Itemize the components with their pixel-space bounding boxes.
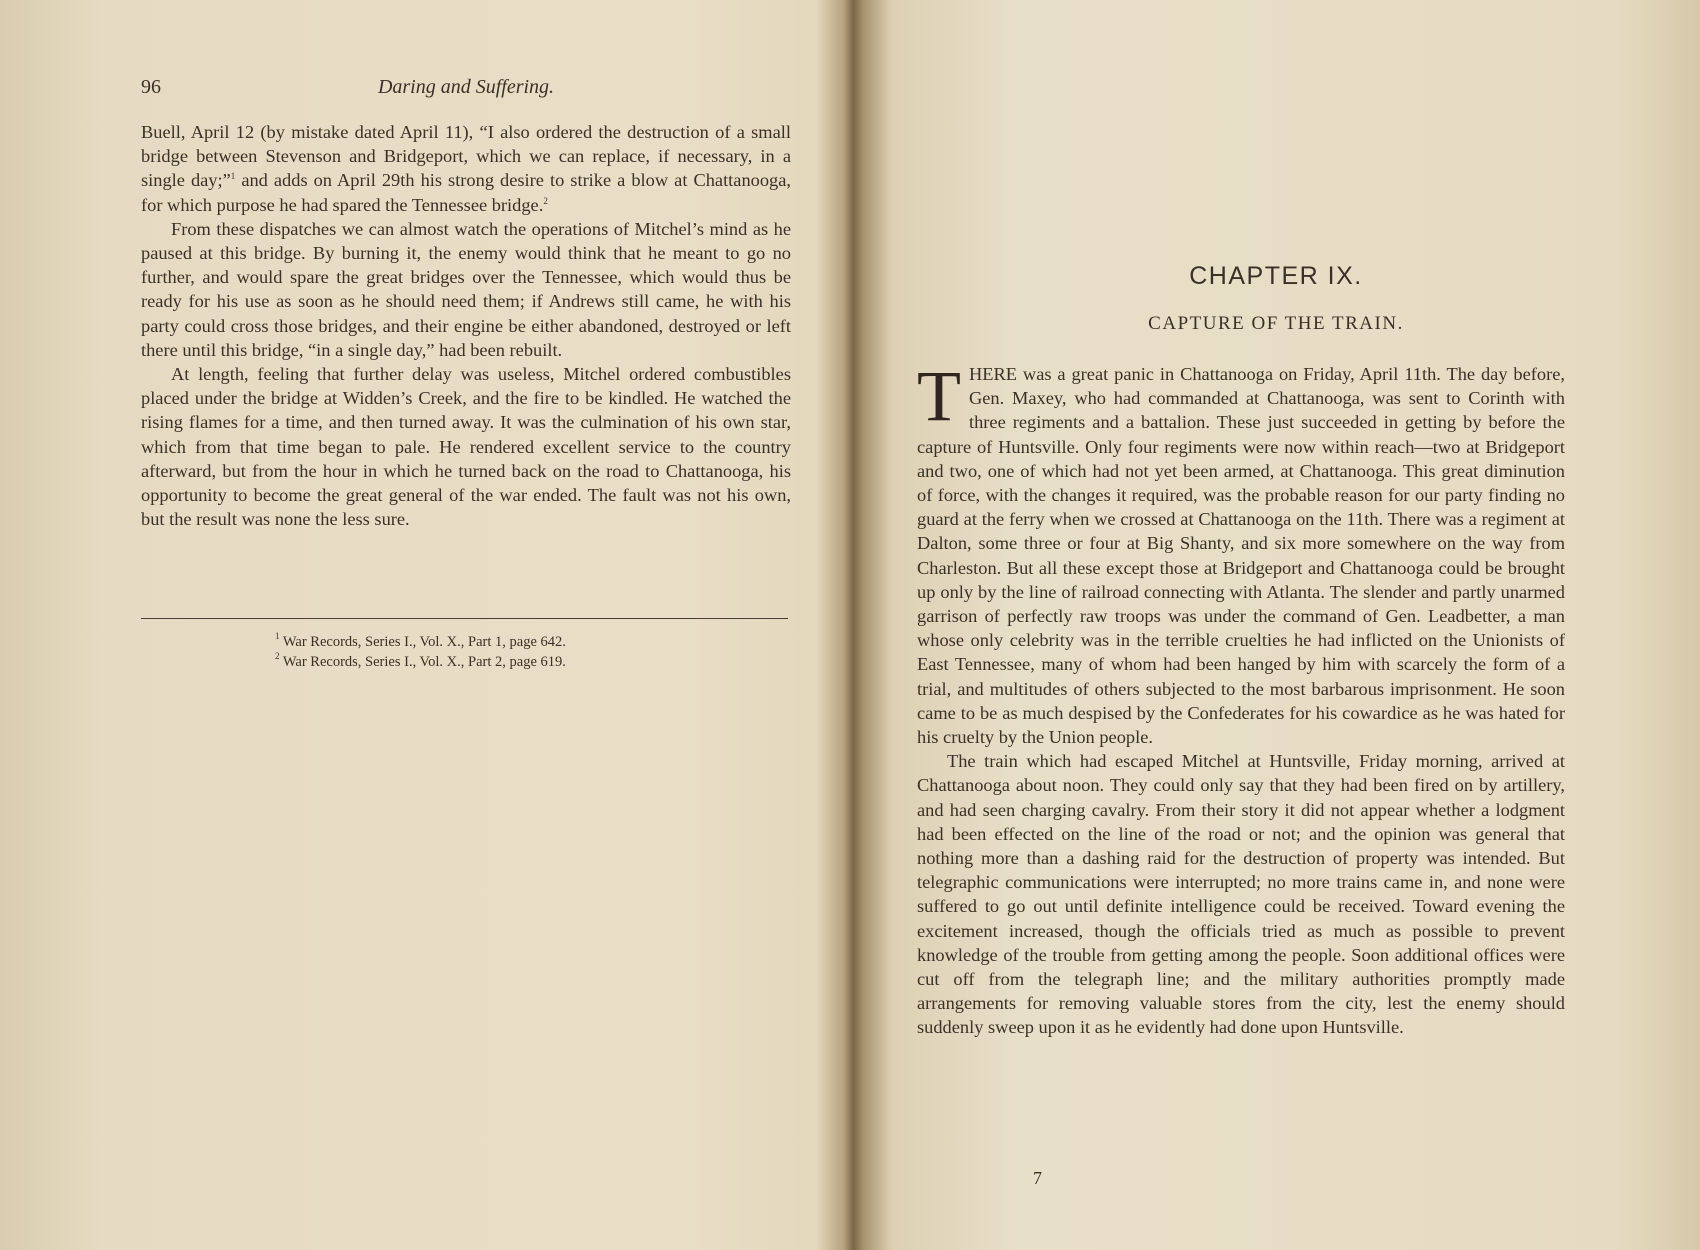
signature-mark: 7 bbox=[1033, 1168, 1042, 1188]
paragraph: THERE was a great panic in Chattanooga on Friday, April 11th. The day before, Gen. Maxey, who had commanded at Chattanooga, was sent to Corinth with three regiments and a battalion. These just succeeded in getting by before the capture of Huntsville. Only four regiments were now within reach—two at Bridgeport and two, one of which had not yet been armed, at Chattanooga. This great diminution of force, with the changes it required, was the probable reason for our party finding no guard at the ferry when we crossed at Chattanooga on the 11th. There was a regiment at Dalton, some three or four at Big Shanty, and six more somewhere on the way from Charleston. But all these except those at Bridgeport and Chattanooga could be brought up only by the line of railroad connecting with Atlanta. The slender and partly unarmed garrison of perfectly raw troops was under the command of Gen. Leadbetter, a man whose only celebrity was in the terrible cruelties he had inflicted on the Unionists of East Tennessee, many of whom had been hanged by him with scarcely the form of a trial, and multitudes of others subjected to the most barbarous imprisonment. He soon came to be as much despised by the Confederates for his cowardice as he was hated for his cruelty by the Union people. bbox=[917, 356, 1565, 748]
drop-cap: T bbox=[917, 356, 961, 436]
footnote-mark: 2 bbox=[543, 195, 548, 206]
paragraph: At length, feeling that further delay was useless, Mitchel ordered combustibles placed under the bridge at Widden’s Creek, and the fire to be kindled. He watched the rising flames for a time, and then turned away. It was the culmination of his own star, which from that time began to pale. He rendered excellent service to the country afterward, but from the hour in which he turned back on the road to Chattanooga, his opportunity to become the great general of the war ended. The fault was not his own, but the result was none the less sure. bbox=[141, 364, 791, 530]
running-head-title: Daring and Suffering. bbox=[377, 76, 555, 98]
left-body-text bbox=[141, 120, 791, 531]
paragraph: From these dispatches we can almost watch the operations of Mitchel’s mind as he paused at this bridge. By burning it, the enemy would think that he meant to go no further, and would spare the great bridges over the Tennessee, which would thus be ready for his use as soon as he should need them; if Andrews still came, he with his party could cross those bridges, and their engine be either abandoned, destroyed or left there until this bridge, “in a single day,” had been rebuilt. bbox=[141, 218, 791, 360]
paragraph: The train which had escaped Mitchel at Huntsville, Friday morning, arrived at Chattanooga about noon. They could only say that they had been fired on by artillery, and had seen charging cavalry. From their story it did not appear whether a lodgment had been effected on the line of the road or not; and the opinion was general that nothing more than a dashing raid for the destruction of property was intended. But telegraphic communications were interrupted; no more trains came in, and none were suffered to go out until definite intelligence could be received. Toward evening the excitement increased, though the officials tried as much as possible to prevent knowledge of the trouble from getting among the people. Soon additional offices were cut off from the telegraph line; and the military authorities promptly made arrangements for removing valuable stores from the city, lest the enemy should suddenly sweep upon it as he evidently had done upon Huntsville. bbox=[917, 751, 1565, 1038]
running-head bbox=[141, 76, 791, 106]
footnote-divider bbox=[141, 618, 788, 619]
paragraph: Buell, April 12 (by mistake dated April 11), “I also ordered the destruction of a small bridge between Stevenson and Bridgeport, which we can replace, if necessary, in a single day;”$^1$ and adds on April 29th his strong desire to strike a blow at Chattanooga, for which purpose he had spared the Tennessee bridge.$^2$ bbox=[141, 122, 791, 215]
footnote-mark: 1 bbox=[230, 171, 236, 182]
page-number: 96 bbox=[141, 76, 161, 98]
right-body-text bbox=[917, 356, 1565, 1040]
chapter-subtitle: CAPTURE OF THE TRAIN. bbox=[1148, 313, 1404, 334]
chapter-title: CHAPTER IX. bbox=[1189, 262, 1363, 290]
footnotes bbox=[275, 632, 695, 672]
footnote: $^1$ War Records, Series I., Vol. X., Part 1, page 642. bbox=[275, 631, 566, 650]
footnote: $^2$ War Records, Series I., Vol. X., Part 2, page 619. bbox=[275, 651, 566, 670]
